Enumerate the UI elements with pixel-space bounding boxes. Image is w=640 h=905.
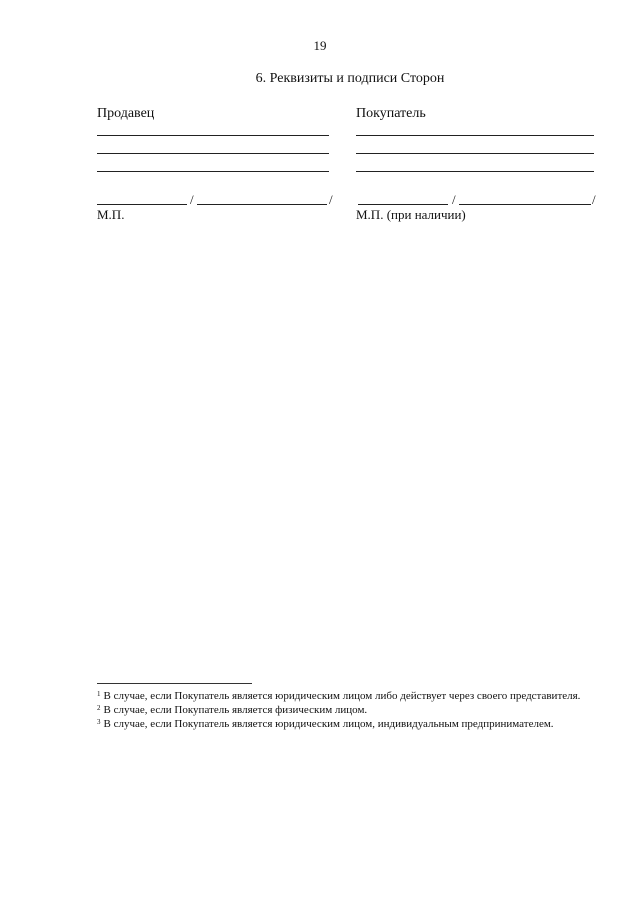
seller-details-line-3 xyxy=(97,171,329,172)
seller-name-line xyxy=(197,204,327,205)
seller-signature-separator: / xyxy=(190,192,194,207)
buyer-stamp-label: М.П. (при наличии) xyxy=(356,207,466,222)
footnote-3-mark: 3 xyxy=(97,718,101,726)
buyer-signature-separator: / xyxy=(452,192,456,207)
footnote-1-mark: 1 xyxy=(97,690,101,698)
buyer-details-line-2 xyxy=(356,153,594,154)
seller-signature-line xyxy=(97,204,187,205)
seller-block xyxy=(97,105,337,223)
footnote-separator xyxy=(97,683,252,684)
footnote-3 xyxy=(97,717,599,731)
seller-details-line-1 xyxy=(97,135,329,136)
footnote-2-text: В случае, если Покупатель является физическим лицом. xyxy=(103,704,368,716)
page-number: 19 xyxy=(313,38,327,53)
buyer-details-line-3 xyxy=(356,171,594,172)
buyer-signature-separator-end: / xyxy=(592,192,596,207)
footnote-1-text: В случае, если Покупатель является юридическим лицом либо действует через своего представителя. xyxy=(103,690,581,702)
seller-signature-separator-end: / xyxy=(329,192,333,207)
buyer-name-line xyxy=(459,204,591,205)
footnote-2-mark: 2 xyxy=(97,704,101,712)
buyer-label: Покупатель xyxy=(356,106,426,121)
footnote-3-text: В случае, если Покупатель является юридическим лицом, индивидуальным предпринимателем. xyxy=(103,718,554,730)
seller-signature-row xyxy=(97,189,337,207)
seller-label: Продавец xyxy=(97,106,155,121)
section-title: 6. Реквизиты и подписи Сторон xyxy=(255,71,445,86)
buyer-block xyxy=(356,105,601,223)
footnote-1 xyxy=(97,689,599,703)
footnotes xyxy=(97,689,599,731)
buyer-signature-row xyxy=(356,189,601,207)
footnote-2 xyxy=(97,703,599,717)
buyer-details-line-1 xyxy=(356,135,594,136)
buyer-signature-line xyxy=(358,204,448,205)
seller-stamp-label: М.П. xyxy=(97,207,125,222)
seller-details-line-2 xyxy=(97,153,329,154)
